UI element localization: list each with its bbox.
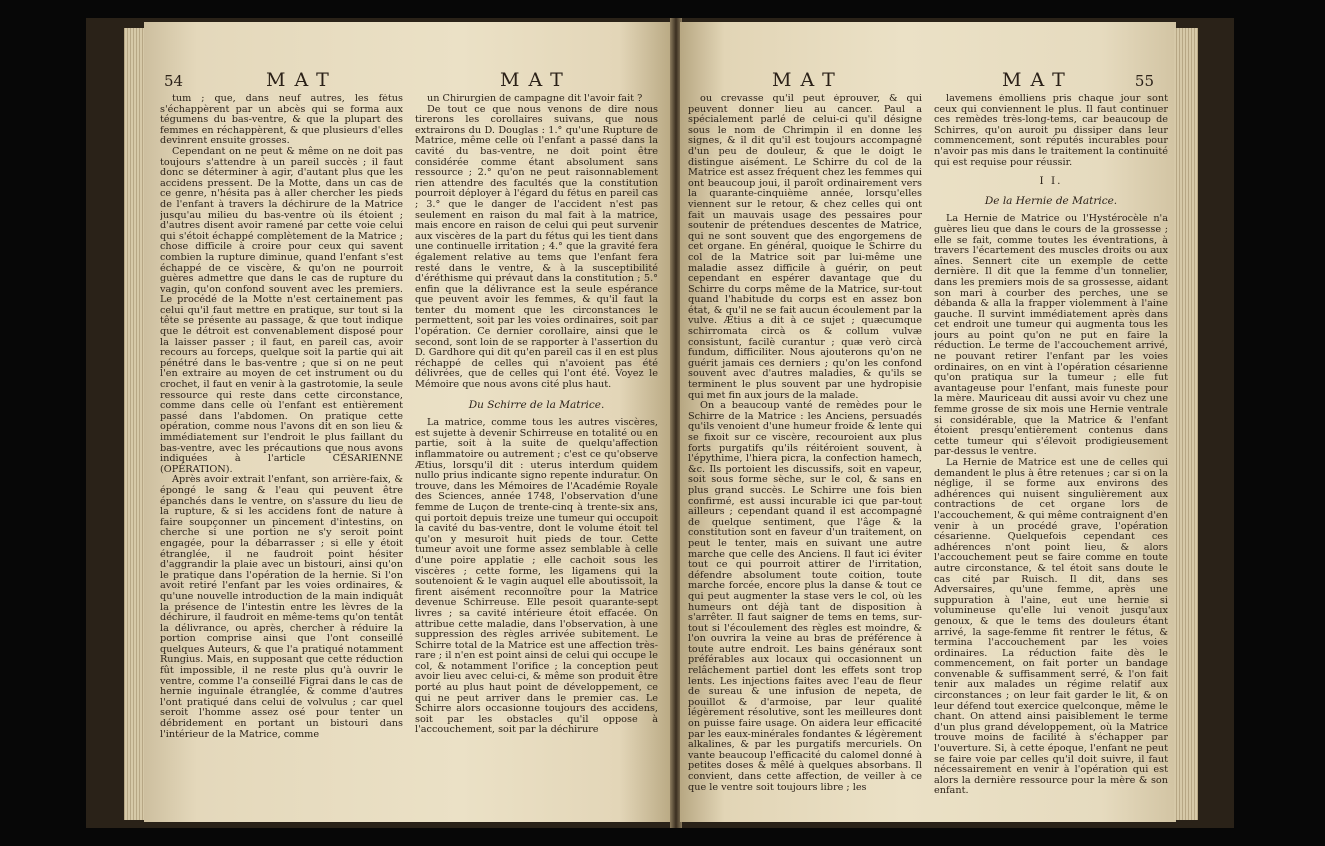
left-running-head-2: MAT: [500, 69, 572, 91]
paragraph: De tout ce que nous venons de dire nous tirerons les corollaires suivans, que nous extrairons du D. Douglas : 1.° qu'une Rupture de Matrice, même celle où l'enfant a passé dans la cavité du bas-ventre, ne doit point être considérée comme étant absolument sans ressource ; 2.° qu'on ne peut raisonnablement rien attendre des facultés que la constitution pourroit déployer à l'égard du fétus en pareil cas ; 3.° que le danger de l'accident n'est pas seulement en raison du mal fait à la matrice, mais encore en raison de celui qui peut survenir aux viscères de la part du fétus qui les tient dans une continuelle irritation ; 4.° que la gravité fera également relative au tems que l'enfant fera resté dans le ventre, & à la susceptibilité d'éréthisme qui prévaut dans la constitution ; 5.° enfin que la délivrance est la seule espérance que peuvent avoir les femmes, & qu'il faut la tenter du moment que les circonstances le permettent, soit par les voies ordinaires, soit par l'opération. Ce dernier corollaire, ainsi que le second, sont loin de se rapporter à l'assertion du D. Gardhore qui dit qu'en pareil cas il en est plus réchappé de celles qui n'avoient pas été délivrées, que de celles qui l'ont été. Voyez le Mémoire que nous avons cité plus haut.: [415, 103, 658, 391]
right-page-edges: [1174, 28, 1198, 820]
left-column-2: [415, 94, 658, 822]
left-page-number: 54: [164, 72, 184, 90]
left-page: [144, 22, 672, 822]
paragraph: La Hernie de Matrice est une de celles qui demandent le plus à être retenues ; car si on la néglige, il se forme aux environs des adhérences qui nuisent singulièrement aux contractions de cet organe lors de l'accouchement, & qui même contraignent d'en venir à un procédé grave, l'opération césarienne. Quelquefois cependant ces adhérences n'ont point lieu, & alors l'accouchement peut se faire comme en toute autre circonstance, & tel étoit sans doute le cas cité par Ruisch. Il dit, dans ses Adversaires, qu'une femme, après une suppuration à l'aine, eut une hernie si volumineuse qu'elle lui venoit jusqu'aux genoux, & que le tems des douleurs étant arrivé, la sage-femme fit rentrer le fétus, & termina l'accouchement par les voies ordinaires. La réduction faite dès le commencement, on fait porter un bandage convenable & suffisamment serré, & l'on fait tenir aux malades un régime relatif aux circonstances ; on leur fait garder le lit, & on leur défend tout exercice quelconque, même le chant. On attend ainsi paisiblement le terme d'un plus grand développement, où la Matrice trouve moins de facilité à s'échapper par l'ouverture. Si, à cette époque, l'enfant ne peut se faire voie par celles qu'il doit suivre, il faut nécessairement en venir à l'opération qui est alors la dernière ressource pour la mère & son enfant.: [934, 457, 1168, 797]
paragraph: un Chirurgien de campagne dit l'avoir fait ?: [427, 94, 643, 104]
section-number: I I.: [1039, 175, 1063, 188]
left-page-edges: [124, 28, 146, 820]
paragraph: tum ; que, dans neuf autres, les fétus s'échappèrent par un abcès qui se forma aux tégumens du bas-ventre, & que la plupart des femmes en réchappèrent, & que plusieurs d'elles devinrent ensuite grosses.: [160, 94, 403, 147]
right-column-2: [934, 94, 1168, 822]
section-title-hernie: De la Hernie de Matrice.: [984, 194, 1118, 207]
left-running-head-1: MAT: [266, 69, 338, 91]
right-page-number: 55: [1134, 72, 1154, 90]
right-page: [680, 22, 1176, 822]
paragraph: ou crevasse qu'il peut éprouver, & qui peuvent donner lieu au cancer. Paul a spécialement parlé de celui-ci qu'il désigne sous le nom de Chrimpin il en donne les signes, & il dit qu'il est toujours accompagné d'un peu de douleur, & que le doigt le distingue aisément. Le Schirre du col de la Matrice est assez fréquent chez les femmes qui ont beaucoup joui, il paroît ordinairement vers la quarante-cinquième année, lorsqu'elles viennent sur le retour, & chez celles qui ont fait un mauvais usage des pessaires pour soutenir de prétendues descentes de Matrice, qui ne sont souvent que des engorgemens de cet organe. En général, quoique le Schirre du col de la Matrice soit par lui-même une maladie assez difficile à guérir, on peut cependant en espérer davantage que du Schirre du corps même de la Matrice, sur-tout quand l'habitude du corps est en assez bon état, & qu'il ne se fait aucun écoulement par la vulve. Ætius a dit à ce sujet ; quæcumque schirromata circà os & collum vulvæ consistunt, facilè curantur ; quæ verò circà fundum, difficiliter. Nous ajouterons qu'on ne guérit jamais ces derniers ; qu'on les confond souvent avec d'autres maladies, & qu'ils se terminent le plus souvent par une hydropisie qui met fin aux jours de la malade.: [688, 94, 922, 401]
right-running-head-1: MAT: [772, 69, 844, 91]
paragraph: Après avoir extrait l'enfant, son arrière-faix, & épongé le sang & l'eau qui peuvent être épanchés dans le ventre, on s'assure du lieu de la rupture, & si les accidens font de nature à faire soupçonner un pincement d'intestins, on cherche si une portion ne s'y seroit point engagée, pour la débarrasser ; si elle y étoit étranglée, il ne faudroit point hésiter d'aggrandir la plaie avec un bistouri, ainsi qu'on le pratique dans l'opération de la hernie. Si l'on avoit retiré l'enfant par les voies ordinaires, & qu'une nouvelle introduction de la main indiquât la présence de l'intestin entre les lèvres de la déchirure, il faudroit en même-tems qu'on tentât la délivrance, ou après, chercher à réduire la portion comprise ainsi que l'ont conseillé quelques Auteurs, & que l'a pratiqué notamment Rungius. Mais, en supposant que cette réduction fût impossible, il ne reste plus qu'à ouvrir le ventre, comme l'a conseillé Figrai dans le cas de hernie inguinale étranglée, & comme d'autres l'ont pratiqué dans celui de volvulus ; car quel seroit l'homme assez osé pour tenter un débridement en portant un bistouri dans l'intérieur de la Matrice, comme: [160, 474, 403, 740]
paragraph: La Hernie de Matrice ou l'Hystérocèle n'a guères lieu que dans le cours de la grossesse ; elle se fait, comme toutes les éventrations, à travers l'écartement des muscles droits ou aux aînes. Sennert cite un exemple de cette dernière. Il dit que la femme d'un tonnelier, dans les premiers mois de sa grossesse, aidant son mari à courber des perches, une se débanda & alla la frapper violemment à l'aine gauche. Il survint immédiatement après dans cet endroit une tumeur qui augmenta tous les jours au point qu'on ne put en faire la réduction. Le terme de l'accouchement arrivé, ne pouvant retirer l'enfant par les voies ordinaires, on en vint à l'opération césarienne qu'on pratiqua sur la tumeur ; elle fut avantageuse pour l'enfant, mais funeste pour la mère. Mauriceau dit aussi avoir vu chez une femme grosse de six mois une Hernie ventrale si considérable, que la Matrice & l'enfant étoient presqu'entièrement contenus dans cette tumeur qui s'élevoit prodigieusement par-dessus le ventre.: [934, 213, 1168, 458]
section-title-schirre: Du Schirre de la Matrice.: [468, 398, 605, 411]
book-spread: [86, 18, 1234, 828]
right-column-1: [688, 94, 922, 822]
paragraph: Cependant on ne peut & même on ne doit pas toujours s'attendre à un pareil succès ; il faut donc se déterminer à agir, d'autant plus que les accidens pressent. De la Motte, dans un cas de ce genre, n'hésita pas à aller chercher les pieds de l'enfant à travers la déchirure de la Matrice jusqu'au milieu du bas-ventre où ils étoient ; d'autres disent avoir ramené par cette voie celui qui s'étoit échappé complètement de la Matrice ; chose difficile à croire pour ceux qui savent combien la rupture diminue, quand l'enfant s'est échappé de ce viscère, & qu'on ne pourroit guères admettre que dans le cas de rupture du vagin, qu'on confond souvent avec les premiers. Le procédé de la Motte n'est certainement pas celui qu'il faut mettre en pratique, sur tout si la tête se présente au passage, & que tout indique que le détroit est convenablement disposé pour la laisser passer ; il faut, en pareil cas, avoir recours au forceps, quelque soit la partie qui ait pénétré dans le bas-ventre ; que si on ne peut l'en extraire au moyen de cet instrument ou du crochet, il faut en venir à la gastrotomie, la seule ressource qui reste dans cette circonstance, comme dans celle où l'enfant est entièrement passé dans l'abdomen. On pratique cette opération, comme nous l'avons dit en son lieu & immédiatement sur l'endroit le plus faillant du bas-ventre, avec les précautions que nous avons indiquées à l'article CÉSARIENNE (OPÉRATION).: [160, 145, 403, 475]
left-column-1: [160, 94, 403, 822]
paragraph: lavemens émolliens pris chaque jour sont ceux qui conviennent le plus. Il faut continuer ces remèdes très-long-tems, car beaucoup de Schirres, qu'on auroit pu dissiper dans leur commencement, sont réputés incurables pour n'avoir pas mis dans le traitement la continuité qui est requise pour réussir.: [934, 94, 1168, 168]
paragraph: On a beaucoup vanté de remèdes pour le Schirre de la Matrice : les Anciens, persuadés qu'ils venoient d'une humeur froide & lente qui se fixoit sur ce viscère, recouroient aux plus forts purgatifs qu'ils réitéroient souvent, à l'épythime, l'hiera picra, la confection hamech, &c. Ils portoient les discussifs, soit en vapeur, soit sous forme sèche, sur le col, & sans en plus grand succès. Le Schirre une fois bien confirmé, est aussi incurable ici que par-tout ailleurs ; cependant quand il est accompagné de quelque sentiment, que l'âge & la constitution sont en faveur d'un traitement, on peut le tenter, mais en suivant une autre marche que celle des Anciens. Il faut ici éviter tout ce qui pourroit attirer de l'irritation, défendre absolument toute coition, toute marche forcée, encore plus la danse & tout ce qui peut augmenter la stase vers le col, où les humeurs ont déjà tant de disposition à s'arrêter. Il faut saigner de tems en tems, sur-tout si l'écoulement des règles est moindre, & l'on ouvrira la veine au bras de préférence à toute autre endroit. Les bains généraux sont préférables aux locaux qui occasionnent un relâchement partiel dont les effets sont trop lents. Les injections faites avec l'eau de fleur de sureau & une infusion de nepeta, de pouillot & d'armoise, par leur qualité légèrement résolutive, sont les meilleures dont on puisse faire usage. On aidera leur efficacité par les eaux-minérales fondantes & légèrement alkalines, & par les purgatifs mercuriels. On vante beaucoup l'efficacité du calomel donné à petites doses & mêlé à quelques absorbans. Il convient, dans cette affection, de veiller à ce que le ventre soit toujours libre ; les: [688, 400, 922, 793]
right-running-head-2: MAT: [1002, 69, 1074, 91]
paragraph: La matrice, comme tous les autres viscères, est sujette à devenir Schirreuse en totalité ou en partie, soit à la suite de quelqu'affection inflammatoire ou autrement ; c'est ce qu'observe Ætius, lorsqu'il dit : uterus interdum quidem nullo prius indicante signo repente induratur. On trouve, dans les Mémoires de l'Académie Royale des Sciences, année 1748, l'observation d'une femme de Luçon de trente-cinq à trente-six ans, qui portoit depuis treize une tumeur qui occupoit la cavité du bas-ventre, dont le volume étoit tel qu'on y mesuroit huit pieds de tour. Cette tumeur avoit une forme assez semblable à celle d'une poire applatie ; elle cachoit sous les viscères ; cette forme, les ligamens qui la soutenoient & le vagin auquel elle aboutissoit, la firent aisément reconnoître pour la Matrice devenue Schirreuse. Elle pesoit quarante-sept livres ; sa cavité intérieure étoit effacée. On attribue cette maladie, dans l'observation, à une suppression des règles arrivée subitement. Le Schirre total de la Matrice est une affection très-rare ; il n'en est point ainsi de celui qui occupe le col, & notamment l'orifice ; la conception peut avoir lieu avec celui-ci, & même son produit être porté au plus haut point de développement, ce qui ne peut arriver dans le premier cas. Le Schirre alors occasionne toujours des accidens, soit par les obstacles qu'il oppose à l'accouchement, soit par la déchirure: [415, 417, 658, 736]
